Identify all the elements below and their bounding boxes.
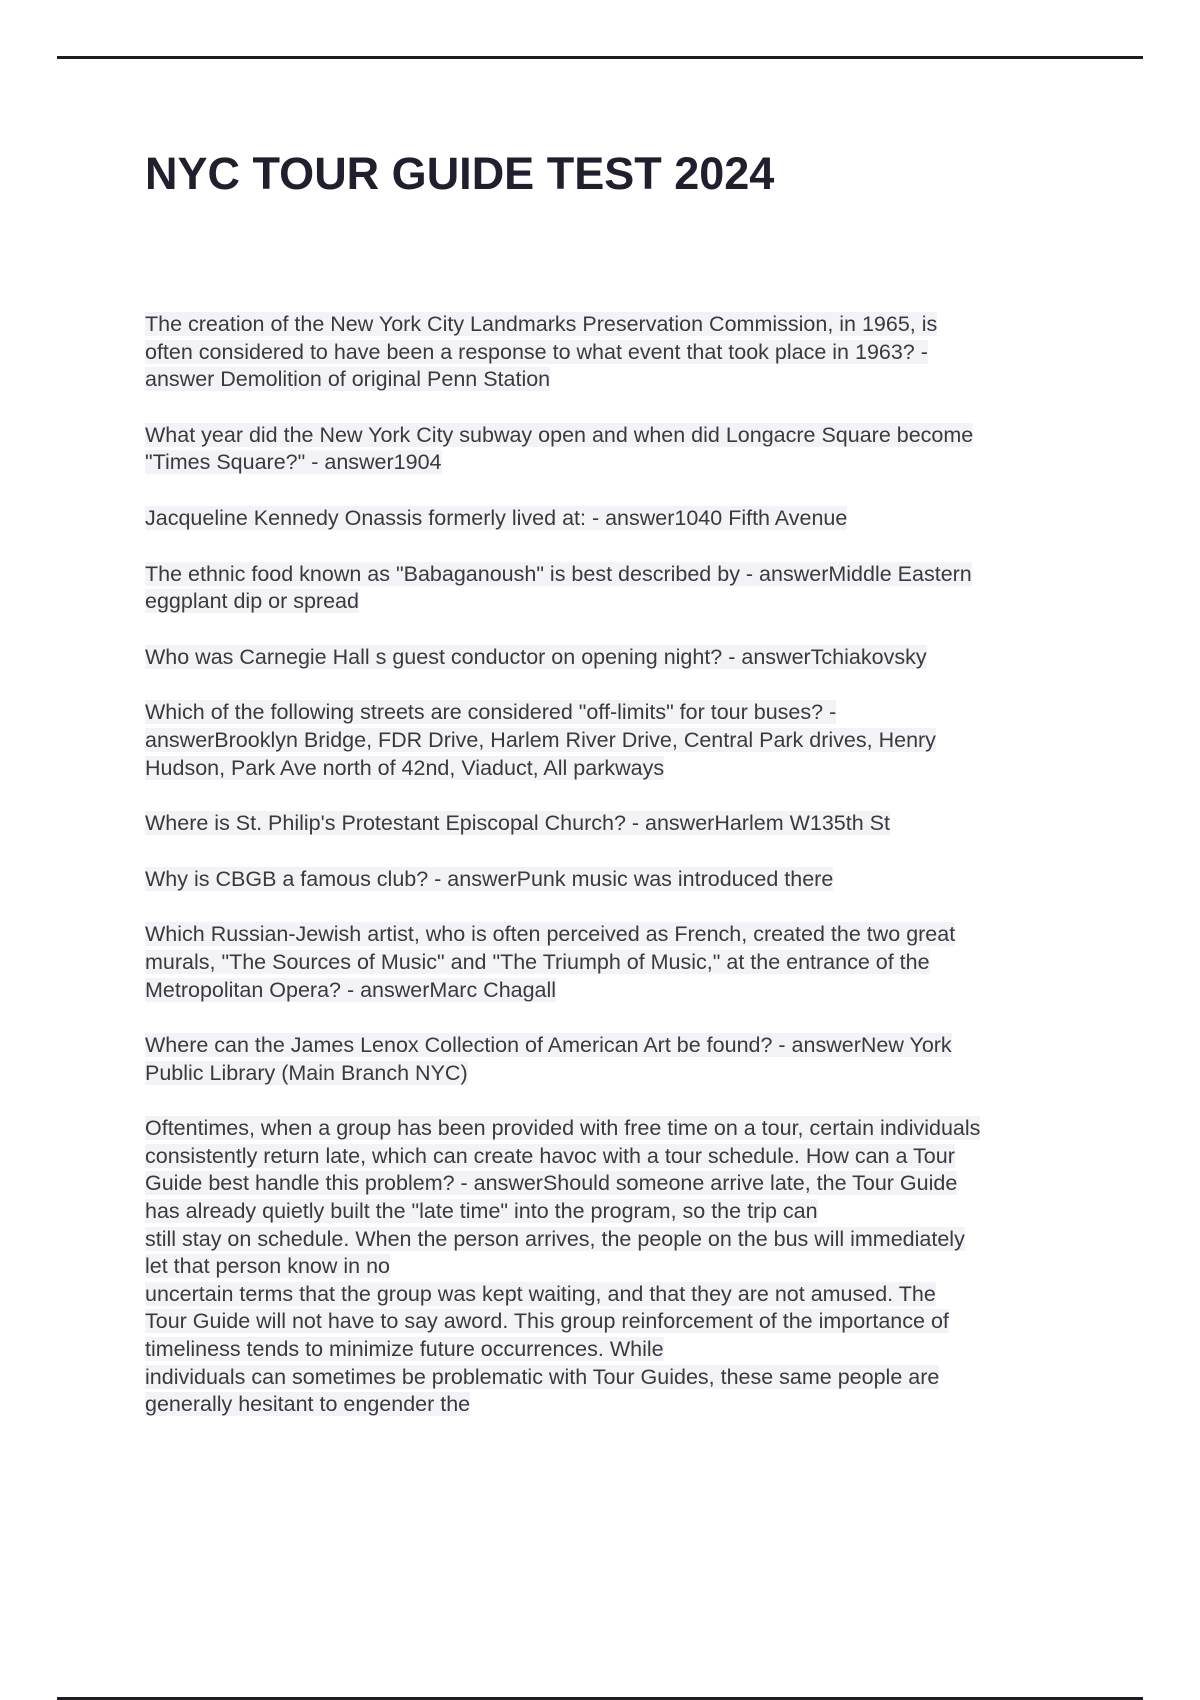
qa-line: Tour Guide will not have to say aword. This group reinforcement of the importance of — [145, 1309, 949, 1334]
qa-item — [145, 699, 1085, 782]
page-title: NYC TOUR GUIDE TEST 2024 — [145, 148, 775, 199]
qa-item — [145, 1032, 1085, 1087]
qa-line: Where can the James Lenox Collection of American Art be found? - answerNew York — [145, 1033, 952, 1058]
qa-line: Public Library (Main Branch NYC) — [145, 1060, 468, 1085]
qa-item — [145, 311, 1085, 394]
qa-line: answerBrooklyn Bridge, FDR Drive, Harlem River Drive, Central Park drives, Henry — [145, 727, 936, 752]
qa-line: The creation of the New York City Landmarks Preservation Commission, in 1965, is — [145, 312, 938, 336]
qa-line: often considered to have been a response to what event that took place in 1963? - — [145, 339, 928, 364]
qa-line: generally hesitant to engender the — [145, 1392, 471, 1417]
qa-list — [145, 311, 1085, 1447]
qa-line: consistently return late, which can create havoc with a tour schedule. How can a Tour — [145, 1143, 955, 1168]
qa-line: Guide best handle this problem? - answerShould someone arrive late, the Tour Guide — [145, 1171, 958, 1196]
qa-line: timeliness tends to minimize future occurrences. While — [145, 1337, 664, 1362]
qa-line: individuals can sometimes be problematic with Tour Guides, these same people are — [145, 1364, 940, 1389]
qa-line: let that person know in no — [145, 1254, 391, 1279]
header-rule — [57, 56, 1143, 59]
qa-line: still stay on schedule. When the person arrives, the people on the bus will immediately — [145, 1226, 965, 1251]
qa-line: Who was Carnegie Hall s guest conductor on opening night? - answerTchiakovsky — [145, 644, 927, 669]
qa-item — [145, 810, 1085, 838]
qa-item — [145, 1115, 1085, 1419]
qa-line: answer Demolition of original Penn Station — [145, 367, 551, 392]
qa-line: Which of the following streets are considered "off-limits" for tour buses? - — [145, 700, 837, 725]
qa-line: has already quietly built the "late time" into the program, so the trip can — [145, 1199, 818, 1224]
qa-line: Jacqueline Kennedy Onassis formerly lived at: - answer1040 Fifth Avenue — [145, 505, 848, 530]
qa-line: Metropolitan Opera? - answerMarc Chagall — [145, 977, 557, 1002]
qa-line: "Times Square?" - answer1904 — [145, 450, 442, 475]
qa-line: Hudson, Park Ave north of 42nd, Viaduct, All parkways — [145, 755, 665, 780]
qa-line: uncertain terms that the group was kept waiting, and that they are not amused. The — [145, 1281, 936, 1306]
qa-line: Which Russian-Jewish artist, who is often perceived as French, created the two great — [145, 922, 956, 947]
qa-item — [145, 561, 1085, 616]
qa-line: eggplant dip or spread — [145, 589, 359, 614]
qa-line: What year did the New York City subway open and when did Longacre Square become — [145, 422, 974, 447]
qa-item — [145, 422, 1085, 477]
qa-item — [145, 921, 1085, 1004]
qa-line: murals, "The Sources of Music" and "The Triumph of Music," at the entrance of the — [145, 949, 930, 974]
qa-line: Oftentimes, when a group has been provided with free time on a tour, certain individuals — [145, 1116, 981, 1141]
qa-line: Why is CBGB a famous club? - answerPunk music was introduced there — [145, 866, 834, 891]
qa-item — [145, 644, 1085, 672]
qa-line: The ethnic food known as "Babaganoush" is best described by - answerMiddle Eastern — [145, 561, 972, 586]
qa-item — [145, 866, 1085, 894]
qa-line: Where is St. Philip's Protestant Episcopal Church? - answerHarlem W135th St — [145, 811, 890, 836]
qa-item — [145, 505, 1085, 533]
